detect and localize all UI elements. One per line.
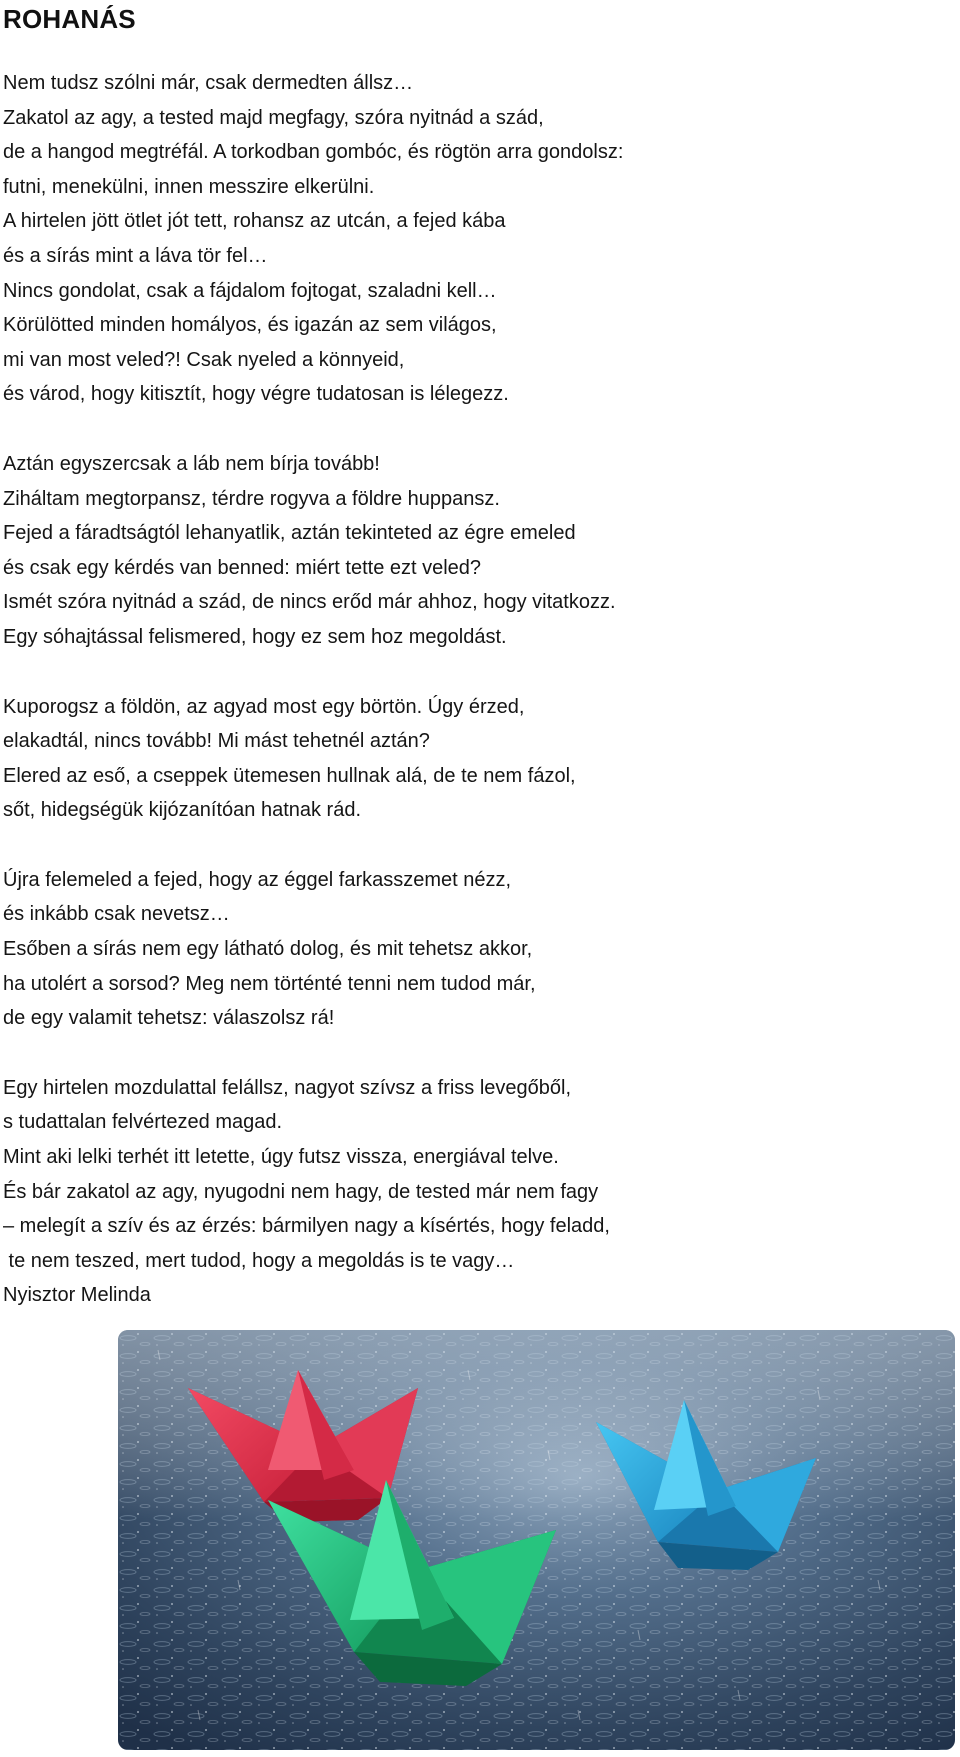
stanza-4 [3,863,943,1036]
poem-line: És bár zakatol az agy, nyugodni nem hagy, de tested már nem fagy [3,1180,599,1203]
paper-boats-illustration [118,1330,955,1750]
poem-line: Körülötted minden homályos, és igazán az sem világos, [3,314,497,337]
poem-line: és inkább csak nevetsz… [3,903,230,926]
poem-line: Mint aki lelki terhét itt letette, úgy futsz vissza, energiával telve. [3,1146,559,1169]
poem-line: mi van most veled?! Csak nyeled a könnyeid, [3,348,405,371]
poem-line: Aztán egyszercsak a láb nem bírja tovább! [3,452,380,475]
poem-line: Ziháltam megtorpansz, térdre rogyva a földre huppansz. [3,487,500,510]
poem-line: futni, menekülni, innen messzire elkerülni. [3,175,375,198]
poem-line: Egy hirtelen mozdulattal felállsz, nagyot szívsz a friss levegőből, [3,1076,572,1099]
poem-line: Elered az eső, a cseppek ütemesen hullnak alá, de te nem fázol, [3,764,576,787]
poem-line: – melegít a szív és az érzés: bármilyen nagy a kísértés, hogy feladd, [3,1215,610,1238]
poem-line: s tudattalan felvértezed magad. [3,1111,283,1134]
stanza-3 [3,690,943,828]
poem-line: és csak egy kérdés van benned: miért tette ezt veled? [3,556,482,579]
poem-line: Nem tudsz szólni már, csak dermedten állsz… [3,72,414,94]
poem-line: te nem teszed, mert tudod, hogy a megoldás is te vagy… [3,1249,515,1272]
poem-line: és várod, hogy kitisztít, hogy végre tudatosan is lélegezz. [3,383,509,406]
stanza-5 [3,1071,943,1313]
poem-line: Nincs gondolat, csak a fájdalom fojtogat, szaladni kell… [3,279,497,302]
poem-line: Esőben a sírás nem egy látható dolog, és mit tehetsz akkor, [3,938,533,961]
poem-line: Kuporogsz a földön, az agyad most egy börtön. Úgy érzed, [3,695,525,718]
paper-boats-photo [118,1330,955,1750]
poem-author: Nyisztor Melinda [3,1284,151,1307]
poem-line: Ismét szóra nyitnád a szád, de nincs erőd már ahhoz, hogy vitatkozz. [3,591,616,614]
poem-line: Újra felemeled a fejed, hogy az éggel farkasszemet nézz, [3,868,512,891]
poem-line: sőt, hidegségük kijózanítóan hatnak rád. [3,799,362,822]
poem-line: ha utolért a sorsod? Meg nem történté tenni nem tudod már, [3,972,536,995]
poem-line: és a sírás mint a láva tör fel… [3,244,268,267]
poem-line: elakadtál, nincs tovább! Mi mást tehetnél aztán? [3,730,430,753]
poem-line: Fejed a fáradtságtól lehanyatlik, aztán tekinteted az égre emeled [3,522,576,545]
poem-line: Egy sóhajtással felismered, hogy ez sem hoz megoldást. [3,625,507,648]
poem-line: de egy valamit tehetsz: válaszolsz rá! [3,1007,335,1030]
poem-line: Zakatol az agy, a tested majd megfagy, szóra nyitnád a szád, [3,106,544,129]
stanza-2 [3,447,943,655]
poem-line: de a hangod megtréfál. A torkodban gombóc, és rögtön arra gondolsz: [3,141,624,164]
stanza-1 [3,66,943,412]
poem-line: A hirtelen jött ötlet jót tett, rohansz az utcán, a fejed kába [3,210,506,233]
poem-title: ROHANÁS [3,4,136,34]
poem-body [3,66,943,1313]
